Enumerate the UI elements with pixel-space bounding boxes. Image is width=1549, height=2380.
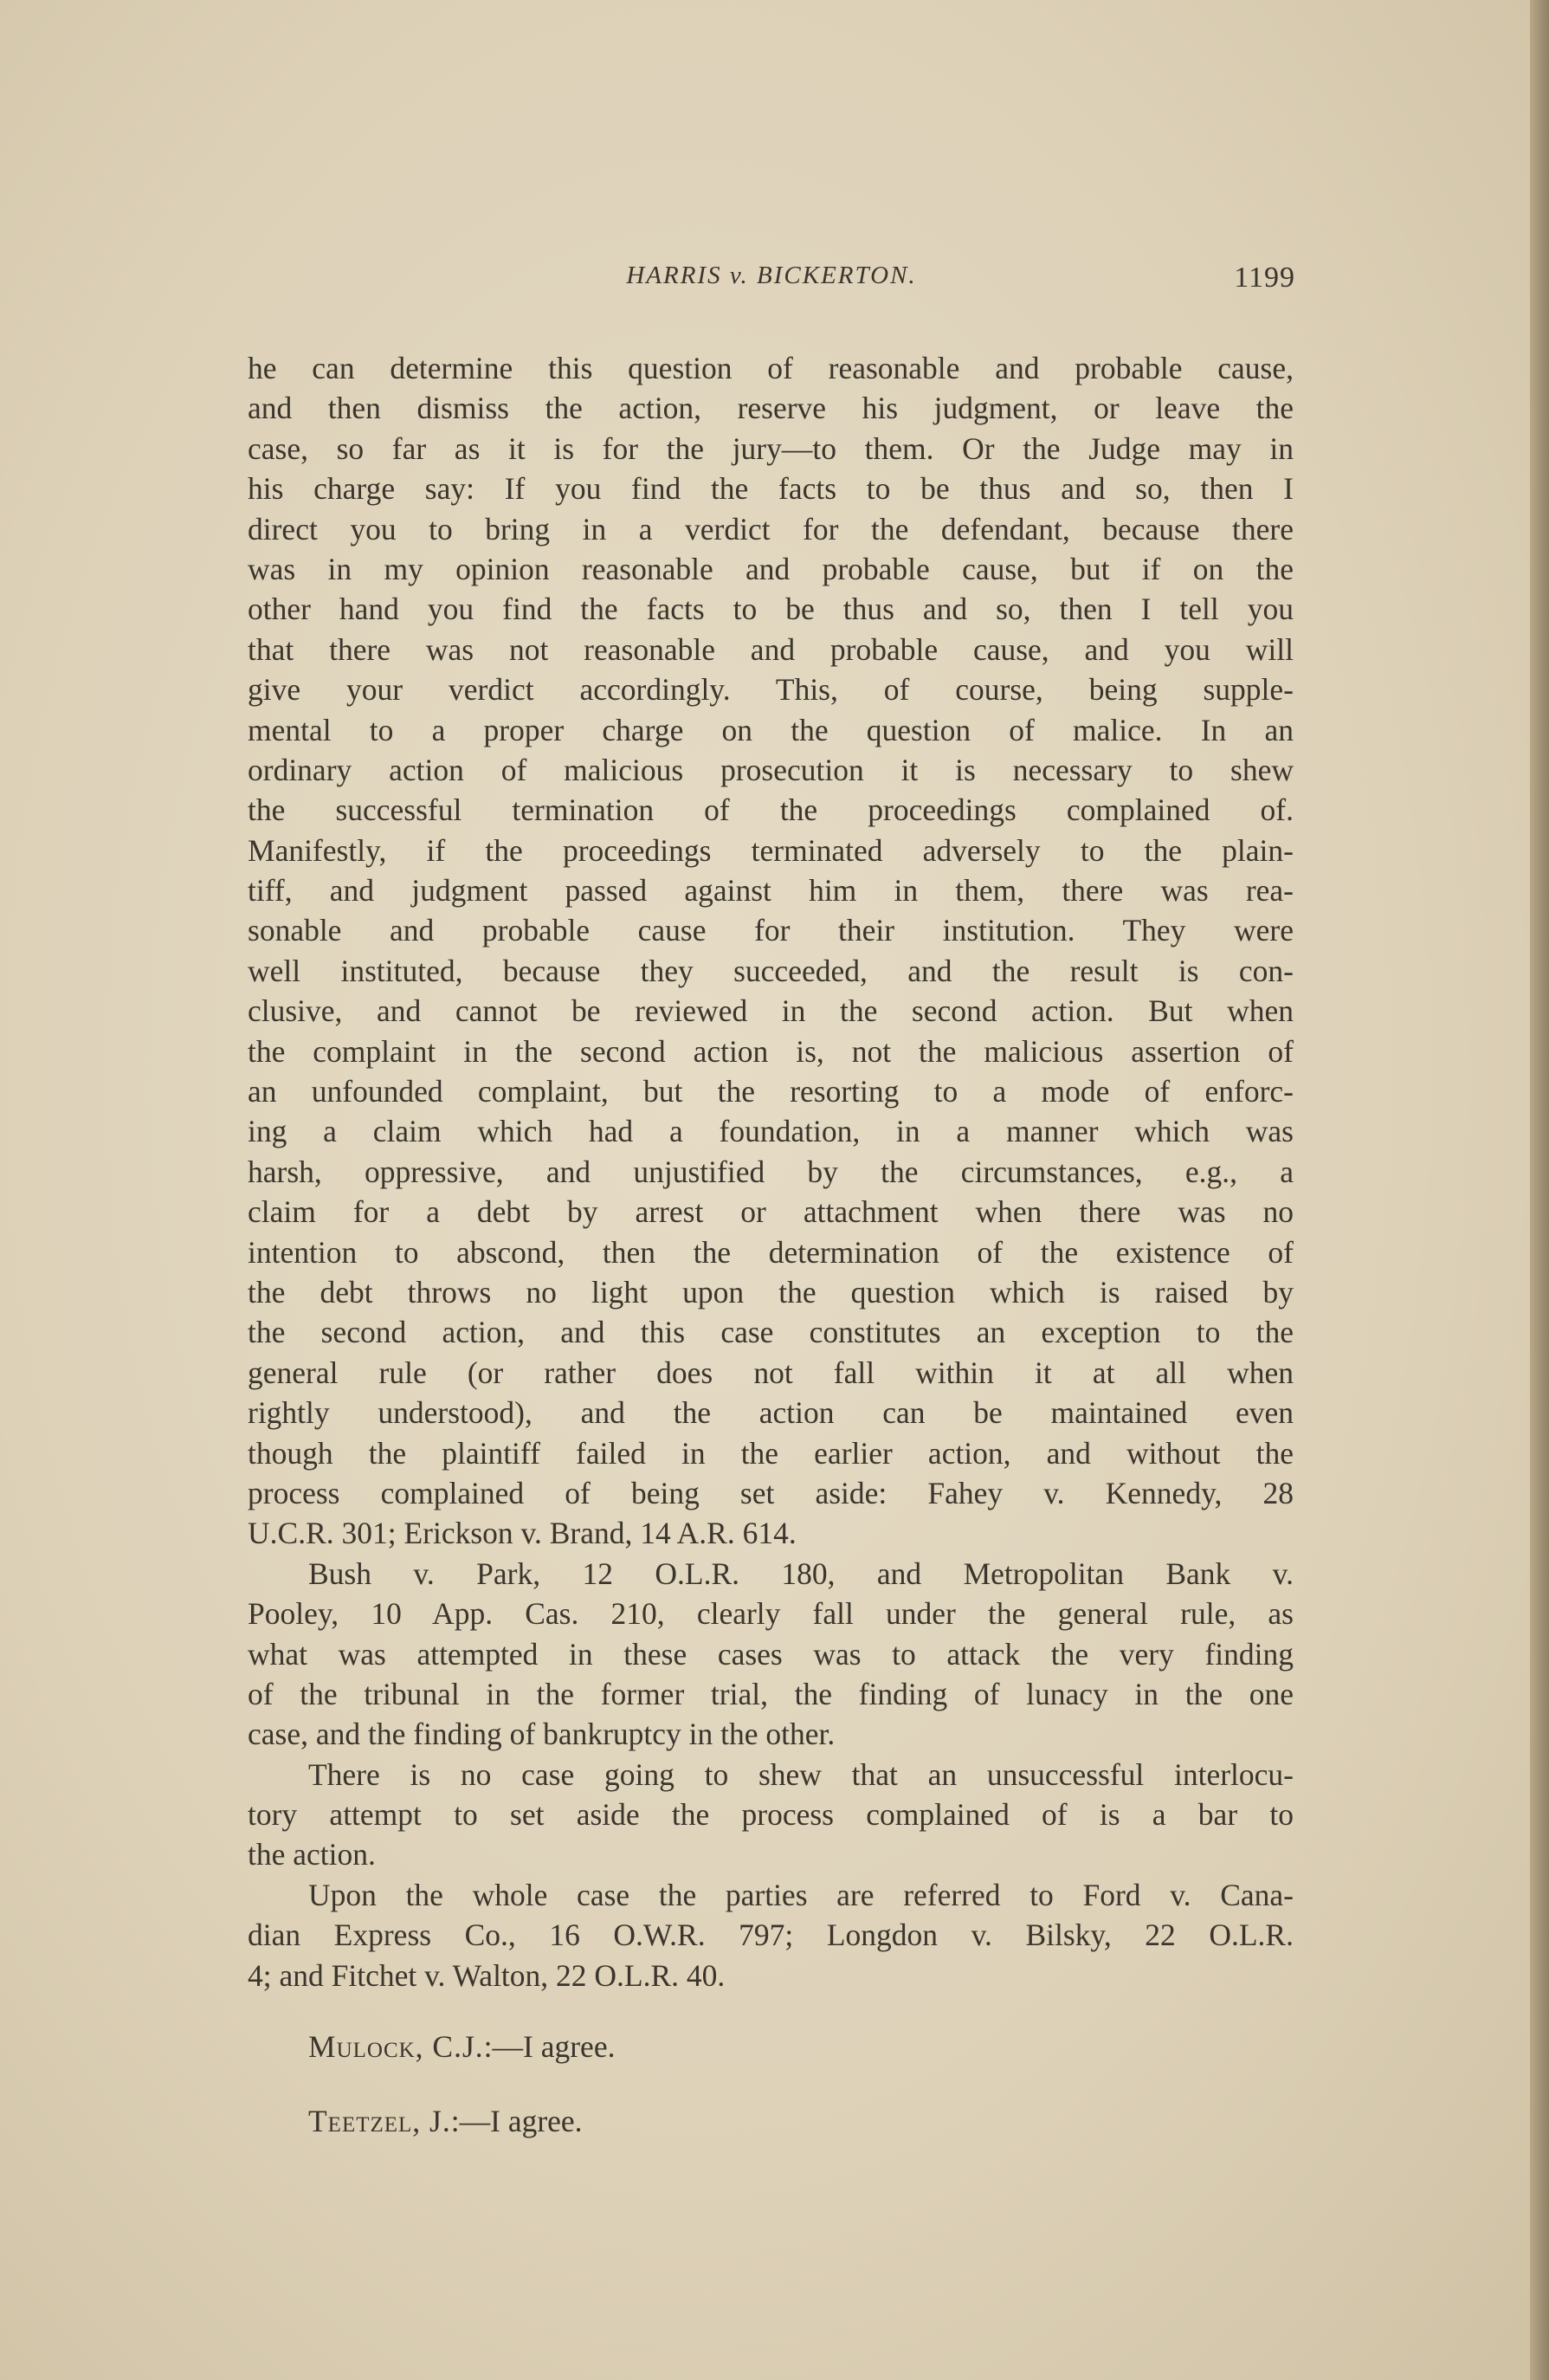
text-line: claim for a debt by arrest or attachment when there was no — [248, 1194, 1294, 1230]
text-line: though the plaintiff failed in the earlier action, and without the — [248, 1435, 1294, 1471]
text-line: tory attempt to set aside the process complained of is a bar to — [248, 1797, 1294, 1833]
text-line: tiff, and judgment passed against him in them, there was rea- — [248, 873, 1294, 909]
page-edge — [1530, 0, 1549, 2380]
opinion-mulock — [308, 2027, 615, 2066]
text-line: Pooley, 10 App. Cas. 210, clearly fall under the general rule, as — [248, 1596, 1294, 1632]
opinion-text: :—I agree. — [450, 2104, 583, 2138]
text-line: harsh, oppressive, and unjustified by the circumstances, e.g., a — [248, 1154, 1294, 1189]
judge-name: Teetzel, J. — [308, 2104, 451, 2138]
text-line: his charge say: If you find the facts to be thus and so, then I — [248, 471, 1294, 507]
opinion-teetzel — [308, 2101, 583, 2141]
opinion-text: :—I agree. — [483, 2029, 616, 2064]
text-line: mental to a proper charge on the question of malice. In an — [248, 712, 1294, 747]
text-line: ing a claim which had a foundation, in a manner which was — [248, 1114, 1294, 1149]
judge-name: Mulock, C.J. — [308, 2029, 484, 2064]
text-line: sonable and probable cause for their institution. They were — [248, 913, 1294, 948]
text-line: well instituted, because they succeeded, and the result is con- — [248, 953, 1294, 988]
text-line: Manifestly, if the proceedings terminated adversely to the plain- — [248, 832, 1294, 868]
text-line: general rule (or rather does not fall within it at all when — [248, 1355, 1294, 1390]
text-line: give your verdict accordingly. This, of course, being supple- — [248, 672, 1294, 708]
text-line: case, and the finding of bankruptcy in the other. — [248, 1717, 836, 1752]
text-line: of the tribunal in the former trial, the finding of lunacy in the one — [248, 1676, 1294, 1711]
text-line: the complaint in the second action is, not the malicious assertion of — [248, 1033, 1294, 1069]
text-line: the action. — [248, 1837, 376, 1872]
text-line: the second action, and this case constitutes an exception to the — [248, 1315, 1294, 1350]
page-number: 1199 — [1234, 262, 1295, 294]
text-line: intention to abscond, then the determination of the existence of — [248, 1234, 1294, 1270]
text-line: direct you to bring in a verdict for the defendant, because there — [248, 511, 1294, 546]
text-line: rightly understood), and the action can be maintained even — [248, 1395, 1294, 1431]
text-line: an unfounded complaint, but the resorting to a mode of enforc- — [248, 1074, 1294, 1109]
text-line: other hand you find the facts to be thus and so, then I tell you — [248, 592, 1294, 627]
running-title: HARRIS v. BICKERTON. — [626, 262, 917, 289]
body-text — [248, 348, 1294, 1995]
text-line: what was attempted in these cases was to attack the very finding — [248, 1636, 1294, 1672]
text-line: U.C.R. 301; Erickson v. Brand, 14 A.R. 614. — [248, 1516, 797, 1551]
text-line: dian Express Co., 16 O.W.R. 797; Longdon v. Bilsky, 22 O.L.R. — [248, 1918, 1294, 1953]
text-line: There is no case going to shew that an unsuccessful interlocu- — [308, 1756, 1294, 1792]
text-line: the successful termination of the proceedings complained of. — [248, 792, 1294, 828]
text-line: ordinary action of malicious prosecution it is necessary to shew — [248, 752, 1294, 787]
text-line: 4; and Fitchet v. Walton, 22 O.L.R. 40. — [248, 1957, 726, 1993]
text-line: process complained of being set aside: Fahey v. Kennedy, 28 — [248, 1475, 1294, 1510]
text-line: case, so far as it is for the jury—to them. Or the Judge may in — [248, 430, 1294, 466]
text-line: clusive, and cannot be reviewed in the second action. But when — [248, 993, 1294, 1029]
text-line: that there was not reasonable and probable cause, and you will — [248, 631, 1294, 667]
text-line: Bush v. Park, 12 O.L.R. 180, and Metropolitan Bank v. — [308, 1555, 1294, 1591]
text-line: and then dismiss the action, reserve his judgment, or leave the — [248, 391, 1294, 426]
running-head — [248, 262, 1295, 305]
text-line: he can determine this question of reasonable and probable cause, — [248, 351, 1294, 385]
text-line: the debt throws no light upon the question which is raised by — [248, 1274, 1294, 1310]
text-line: Upon the whole case the parties are referred to Ford v. Cana- — [308, 1877, 1294, 1912]
text-line: was in my opinion reasonable and probable cause, but if on the — [248, 551, 1294, 586]
